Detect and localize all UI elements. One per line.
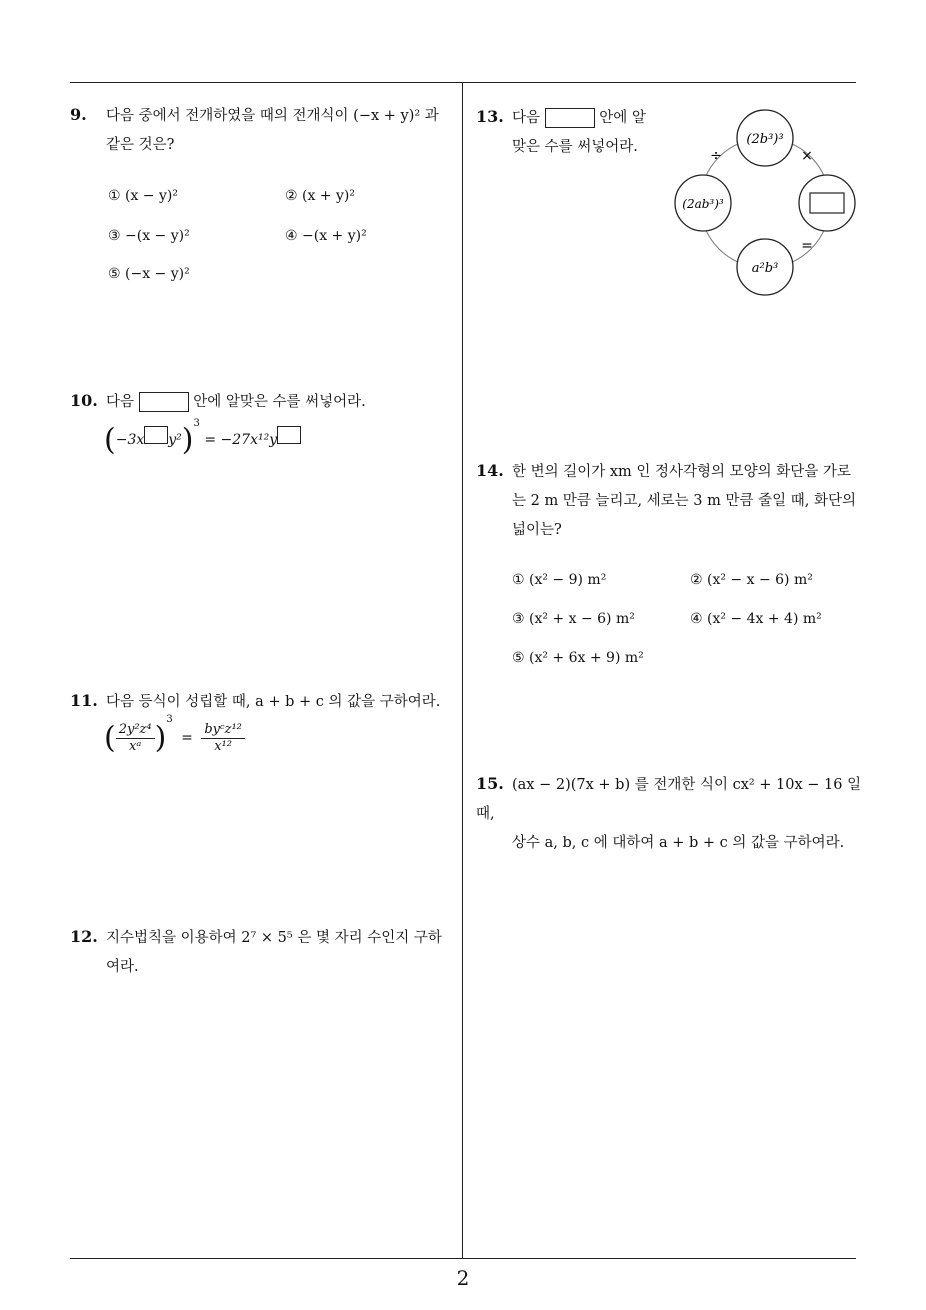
- node-left-label: (2ab³)³: [682, 197, 724, 211]
- op-times: ×: [801, 148, 813, 164]
- lhs-denominator: xᵃ: [129, 738, 142, 754]
- question-number: 11.: [70, 691, 98, 710]
- cycle-diagram: [670, 108, 860, 298]
- question-number: 13.: [476, 107, 504, 126]
- eq-exponent: 3: [166, 714, 173, 725]
- option-1[interactable]: ① (x² − 9) m²: [512, 572, 607, 588]
- question-text-line2: 맞은 수를 써넣어라.: [512, 139, 638, 155]
- question-9: [70, 100, 460, 160]
- question-text-line3: 넓이는?: [512, 522, 562, 538]
- option-2[interactable]: ② (x + y)²: [285, 188, 355, 204]
- question-10: [70, 386, 460, 417]
- column-divider: [462, 83, 463, 1259]
- question-text-line2: 는 2 m 만큼 늘리고, 세로는 3 m 만큼 줄일 때, 화단의: [512, 493, 856, 509]
- option-1[interactable]: ① (x − y)²: [108, 188, 178, 204]
- question-13: [476, 102, 676, 162]
- eq-mid: y²: [168, 432, 182, 448]
- left-paren: (: [104, 422, 116, 458]
- question-15: [476, 769, 862, 858]
- page-number: 2: [456, 1266, 470, 1290]
- question-text-line1: 한 변의 길이가 xm 인 정사각형의 모양의 화단을 가로: [512, 464, 851, 480]
- top-rule: [70, 82, 856, 83]
- eq-right: = −27x¹²y: [204, 432, 278, 448]
- option-4[interactable]: ④ −(x + y)²: [285, 228, 367, 244]
- question-number: 14.: [476, 461, 504, 480]
- question-text-after: 안에 알맞은 수를 써넣어라.: [193, 394, 366, 410]
- answer-box[interactable]: [545, 108, 595, 128]
- question-12: [70, 922, 460, 982]
- equation-11: [104, 714, 245, 756]
- question-text-line2: 상수 a, b, c 에 대하여 a + b + c 의 값을 구하여라.: [512, 835, 845, 851]
- eq-exponent: 3: [193, 418, 200, 429]
- node-top-label: (2b³)³: [746, 132, 784, 147]
- option-3[interactable]: ③ (x² + x − 6) m²: [512, 611, 635, 627]
- question-text-line1: 다음 등식이 성립할 때, a + b + c 의 값을 구하여라.: [106, 694, 441, 710]
- question-14: [476, 456, 862, 545]
- answer-box[interactable]: [810, 193, 844, 213]
- eq-sign: =: [181, 730, 193, 746]
- right-paren: ): [181, 422, 194, 458]
- op-equals: =: [801, 238, 813, 254]
- question-number: 12.: [70, 927, 98, 946]
- left-paren: (: [104, 720, 116, 756]
- lhs-fraction: [116, 722, 155, 755]
- question-text-line2: 여라.: [106, 959, 139, 975]
- equation-10: [104, 418, 301, 458]
- question-text-line2: 같은 것은?: [106, 137, 175, 153]
- option-3[interactable]: ③ −(x − y)²: [108, 228, 190, 244]
- op-divide: ÷: [710, 148, 722, 164]
- option-2[interactable]: ② (x² − x − 6) m²: [690, 572, 813, 588]
- question-number: 15.: [476, 774, 504, 793]
- question-text-line1: (ax − 2)(7x + b) 를 전개한 식이 cx² + 10x − 16 일 때,: [476, 777, 862, 822]
- lhs-numerator: 2y²z⁴: [116, 722, 155, 739]
- question-text-before: 다음: [106, 394, 135, 410]
- bottom-rule: [70, 1258, 856, 1259]
- rhs-denominator: x¹²: [214, 738, 232, 754]
- answer-box[interactable]: [139, 392, 189, 412]
- rhs-fraction: [201, 722, 245, 755]
- question-text-after: 안에 알: [599, 110, 646, 126]
- question-text-line1: 다음 중에서 전개하였을 때의 전개식이 (−x + y)² 과: [106, 108, 439, 124]
- question-text-line1: 지수법칙을 이용하여 2⁷ × 5⁵ 은 몇 자리 수인지 구하: [106, 930, 442, 946]
- question-number: 9.: [70, 105, 87, 124]
- question-11: [70, 686, 460, 717]
- node-bottom-label: a²b³: [751, 261, 779, 276]
- option-5[interactable]: ⑤ (x² + 6x + 9) m²: [512, 650, 644, 666]
- rhs-numerator: byᶜz¹²: [201, 722, 245, 739]
- option-5[interactable]: ⑤ (−x − y)²: [108, 266, 190, 282]
- option-4[interactable]: ④ (x² − 4x + 4) m²: [690, 611, 822, 627]
- eq-left: −3x: [115, 432, 145, 448]
- right-paren: ): [154, 720, 167, 756]
- question-number: 10.: [70, 391, 98, 410]
- answer-box-exponent-x[interactable]: [144, 426, 168, 444]
- answer-box-exponent-y[interactable]: [277, 426, 301, 444]
- question-text-before: 다음: [512, 110, 541, 126]
